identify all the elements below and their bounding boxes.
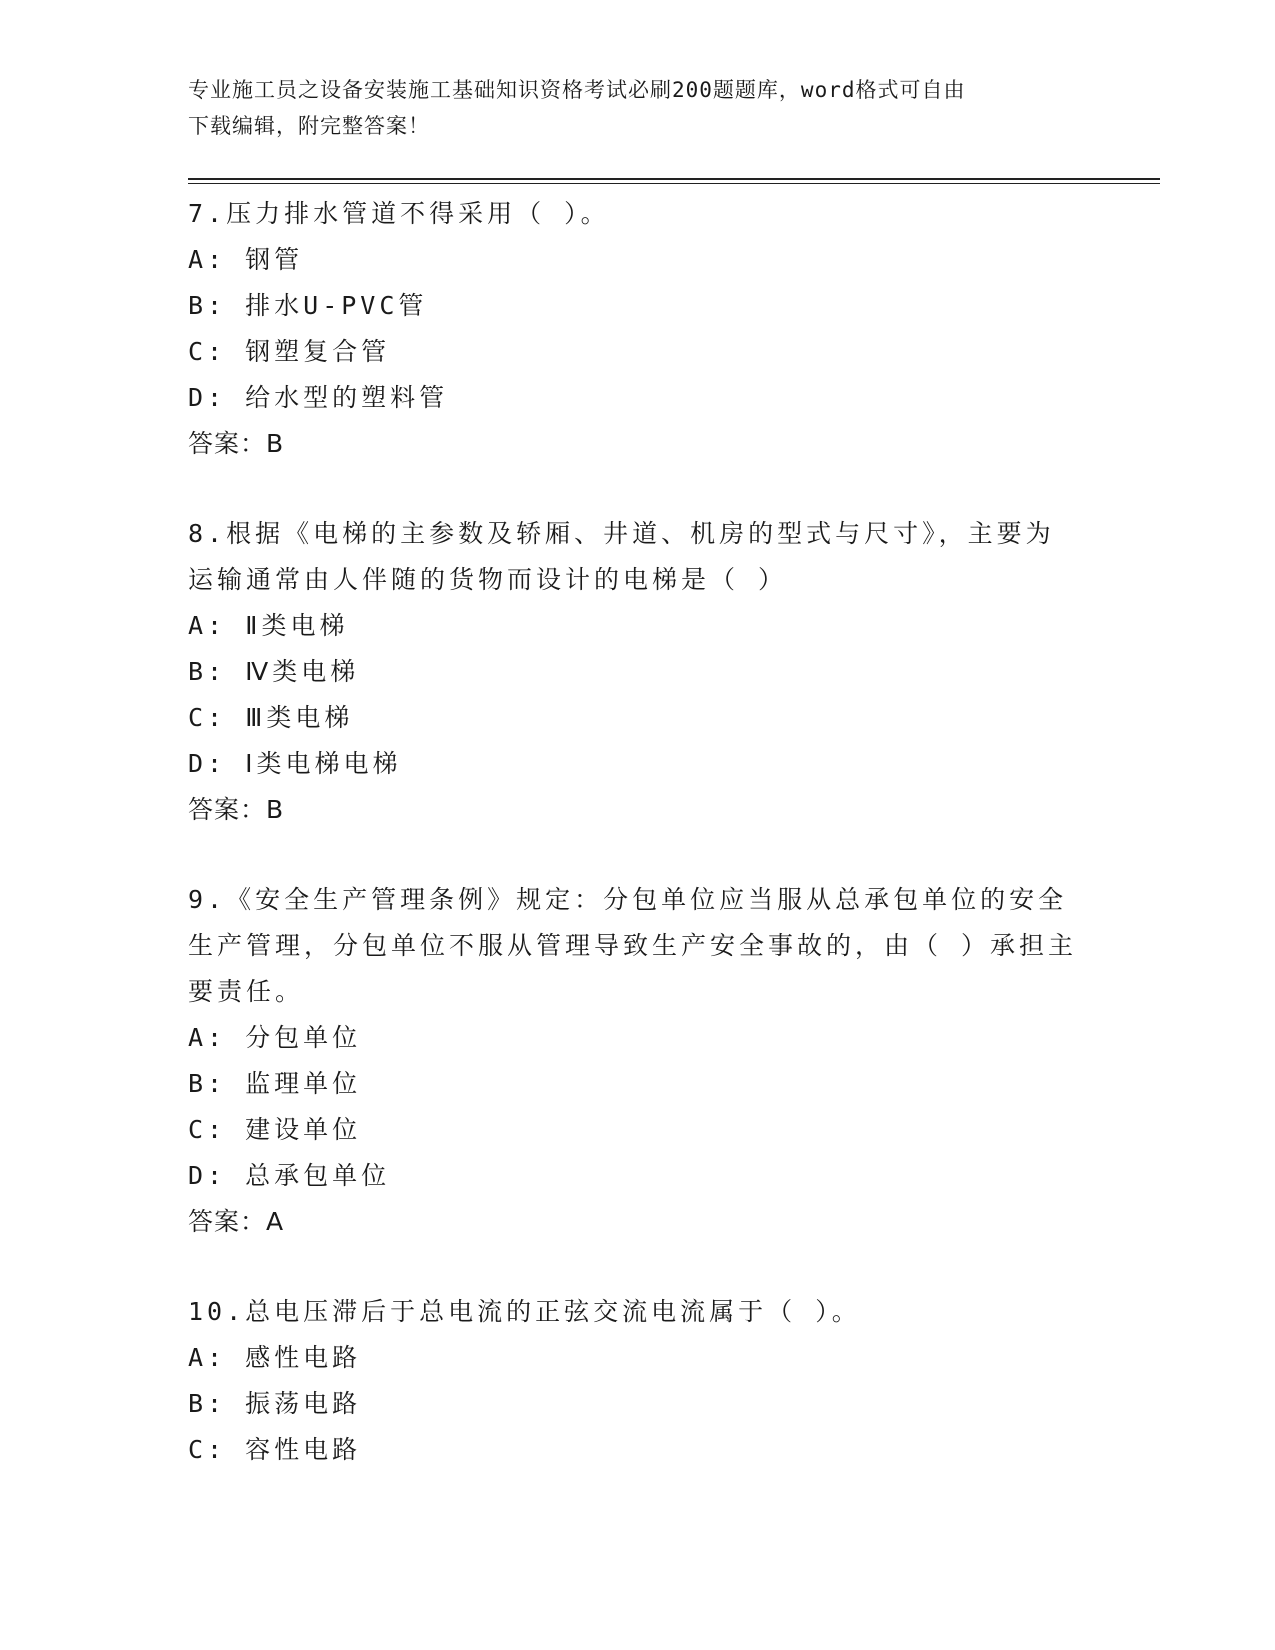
option-d: D: 给水型的塑料管 [188,383,449,412]
document-header [188,72,1088,144]
answer: 答案：B [188,429,285,458]
header-line-2: 下载编辑，附完整答案！ [188,114,430,138]
option-b: B: 排水U-PVC管 [188,291,428,320]
option-a: A: 分包单位 [188,1023,362,1052]
option-b: B: Ⅳ类电梯 [188,657,360,686]
option-b: B: 监理单位 [188,1069,362,1098]
question-7 [188,191,1088,467]
option-c: C: Ⅲ类电梯 [188,703,354,732]
question-stem: 8.根据《电梯的主参数及轿厢、井道、机房的型式与尺寸》，主要为 [188,519,1055,548]
answer: 答案：A [188,1207,285,1236]
question-stem: 10.总电压滞后于总电流的正弦交流电流属于（ ）。 [188,1297,861,1326]
question-stem: 7.压力排水管道不得采用（ ）。 [188,199,610,228]
option-a: A: 钢管 [188,245,304,274]
question-stem: 要责任。 [188,977,305,1006]
question-9 [188,877,1088,1245]
header-divider-thick [188,178,1160,180]
question-8 [188,511,1088,833]
option-d: D: Ⅰ类电梯电梯 [188,749,402,778]
question-10 [188,1289,1088,1473]
question-list [188,191,1088,1517]
question-stem: 9.《安全生产管理条例》规定：分包单位应当服从总承包单位的安全 [188,885,1068,914]
option-a: A: 感性电路 [188,1343,362,1372]
option-c: C: 容性电路 [188,1435,362,1464]
answer: 答案：B [188,795,285,824]
option-c: C: 钢塑复合管 [188,337,391,366]
header-divider-thin [188,183,1160,184]
question-stem: 运输通常由人伴随的货物而设计的电梯是（ ） [188,565,788,594]
option-b: B: 振荡电路 [188,1389,362,1418]
option-a: A: Ⅱ类电梯 [188,611,349,640]
option-c: C: 建设单位 [188,1115,362,1144]
question-stem: 生产管理，分包单位不服从管理导致生产安全事故的，由（ ）承担主 [188,931,1078,960]
header-line-1: 专业施工员之设备安装施工基础知识资格考试必刷200题题库，word格式可自由 [188,78,966,102]
option-d: D: 总承包单位 [188,1161,391,1190]
